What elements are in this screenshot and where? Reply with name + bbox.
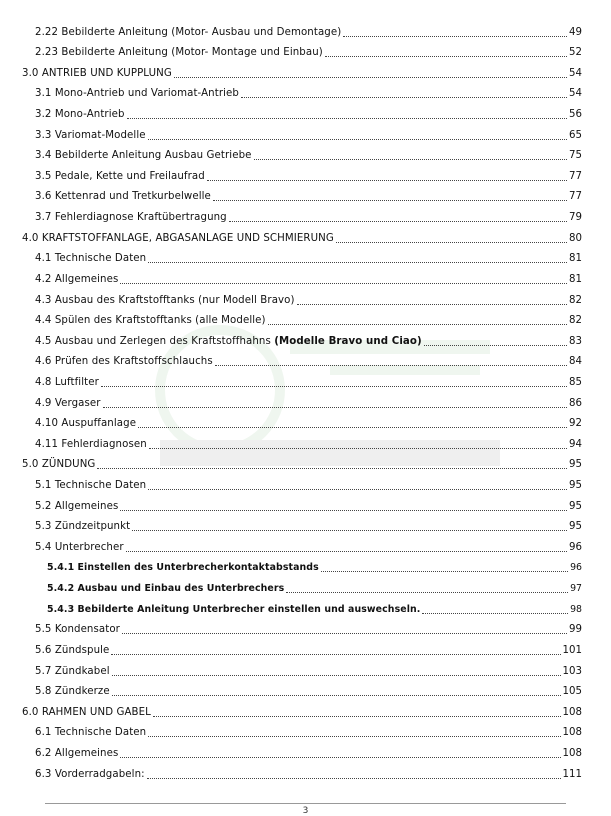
toc-entry-title: 3.1 Mono-Antrieb und Variomat-Antrieb xyxy=(35,88,239,100)
toc-entry-title: 5.5 Kondensator xyxy=(35,624,120,636)
toc-leader-dots xyxy=(213,200,567,201)
toc-entry-label xyxy=(35,377,99,388)
toc-entry[interactable] xyxy=(0,104,611,125)
toc-entry-title: 5.4.3 Bebilderte Anleitung Unterbrecher einstellen und auswechseln. xyxy=(47,603,421,615)
toc-leader-dots xyxy=(132,530,567,531)
toc-entry-label xyxy=(35,356,213,367)
toc-page-number: 94 xyxy=(569,438,582,450)
toc-entry[interactable] xyxy=(0,146,611,167)
toc-leader-dots xyxy=(422,613,568,614)
toc-entry-title: 3.3 Variomat-Modelle xyxy=(35,129,146,141)
toc-entry-title: 6.0 RAHMEN UND GABEL xyxy=(22,706,151,718)
toc-entry[interactable] xyxy=(0,414,611,435)
toc-page-number: 95 xyxy=(569,480,582,492)
toc-entry-label xyxy=(47,604,420,615)
toc-leader-dots xyxy=(325,56,567,57)
toc-leader-dots xyxy=(101,386,567,387)
toc-page-number: 98 xyxy=(570,603,582,615)
toc-entry[interactable] xyxy=(0,517,611,538)
toc-entry[interactable] xyxy=(0,455,611,476)
toc-page-number: 108 xyxy=(562,706,582,718)
toc-leader-dots xyxy=(112,695,561,696)
toc-entry[interactable] xyxy=(0,434,611,455)
toc-entry[interactable] xyxy=(0,682,611,703)
toc-leader-dots xyxy=(127,118,567,119)
toc-entry-label xyxy=(35,212,227,223)
toc-entry[interactable] xyxy=(0,84,611,105)
toc-leader-dots xyxy=(254,159,567,160)
toc-page-number: 111 xyxy=(562,768,582,780)
toc-page-number: 97 xyxy=(570,583,582,595)
toc-page-number: 85 xyxy=(569,376,582,388)
toc-entry-label xyxy=(35,398,101,409)
toc-leader-dots xyxy=(111,654,561,655)
toc-entry-label xyxy=(35,727,146,738)
toc-leader-dots xyxy=(321,571,568,572)
toc-entry-title: 5.0 ZÜNDUNG xyxy=(22,459,96,471)
toc-page-number: 95 xyxy=(569,500,582,512)
toc-entry-label xyxy=(35,295,295,306)
toc-entry-label xyxy=(35,88,239,99)
toc-entry-title: 3.4 Bebilderte Anleitung Ausbau Getriebe xyxy=(35,150,252,162)
toc-page-number: 96 xyxy=(569,541,582,553)
toc-entry[interactable] xyxy=(0,702,611,723)
toc-entry[interactable] xyxy=(0,599,611,620)
toc-entry-title: 4.1 Technische Daten xyxy=(35,253,147,265)
toc-entry[interactable] xyxy=(0,249,611,270)
toc-page-number: 83 xyxy=(569,335,582,347)
footer-divider xyxy=(45,803,566,804)
toc-page-number: 54 xyxy=(569,88,582,100)
toc-entry[interactable] xyxy=(0,640,611,661)
toc-entry-title: 4.9 Vergaser xyxy=(35,397,101,409)
toc-entry[interactable] xyxy=(0,620,611,641)
toc-leader-dots xyxy=(103,407,567,408)
toc-entry[interactable] xyxy=(0,558,611,579)
toc-entry-title: 5.3 Zündzeitpunkt xyxy=(35,521,131,533)
toc-entry-label xyxy=(35,27,341,38)
toc-leader-dots xyxy=(424,345,567,346)
toc-leader-dots xyxy=(147,778,561,779)
toc-entry-title: 4.8 Luftfilter xyxy=(35,376,99,388)
toc-entry[interactable] xyxy=(0,537,611,558)
toc-leader-dots xyxy=(229,221,567,222)
toc-page-number: 49 xyxy=(569,26,582,38)
toc-entry[interactable] xyxy=(0,743,611,764)
toc-page-number: 95 xyxy=(569,521,582,533)
toc-page-number: 86 xyxy=(569,397,582,409)
toc-leader-dots xyxy=(120,283,567,284)
toc-entry[interactable] xyxy=(0,207,611,228)
toc-entry-title: 5.4 Unterbrecher xyxy=(35,541,124,553)
toc-page-number: 56 xyxy=(569,109,582,121)
toc-leader-dots xyxy=(286,592,568,593)
toc-entry[interactable] xyxy=(0,393,611,414)
toc-entry-label xyxy=(35,109,125,120)
toc-entry-label xyxy=(22,707,151,718)
toc-page-number: 65 xyxy=(569,129,582,141)
toc-entry-title: 3.2 Mono-Antrieb xyxy=(35,109,125,121)
toc-entry-title: 4.3 Ausbau des Kraftstofftanks (nur Modell Bravo) xyxy=(35,294,295,306)
toc-page-number: 108 xyxy=(562,747,582,759)
toc-entry[interactable] xyxy=(0,311,611,332)
toc-leader-dots xyxy=(297,304,567,305)
toc-entry[interactable] xyxy=(0,290,611,311)
toc-entry-label xyxy=(47,562,319,573)
page-number: 3 xyxy=(302,806,309,816)
toc-page-number: 84 xyxy=(569,356,582,368)
toc-entry-title: 5.4.2 Ausbau und Einbau des Unterbrechers xyxy=(47,583,285,595)
toc-leader-dots xyxy=(215,365,567,366)
toc-page-number: 52 xyxy=(569,47,582,59)
toc-page-number: 80 xyxy=(569,232,582,244)
toc-page-number: 95 xyxy=(569,459,582,471)
toc-entry[interactable] xyxy=(0,187,611,208)
toc-entry-title: 5.2 Allgemeines xyxy=(35,500,119,512)
toc-entry-title: 2.22 Bebilderte Anleitung (Motor- Ausbau und Demontage) xyxy=(35,26,342,38)
toc-entry-label xyxy=(35,439,147,450)
toc-entry[interactable] xyxy=(0,578,611,599)
toc-page-number: 99 xyxy=(569,624,582,636)
toc-leader-dots xyxy=(336,242,567,243)
toc-entry-title: 6.3 Vorderradgabeln: xyxy=(35,768,145,780)
toc-entry-label xyxy=(35,624,120,635)
toc-entry[interactable] xyxy=(0,475,611,496)
toc-page-number: 103 xyxy=(562,665,582,677)
toc-entry[interactable] xyxy=(0,63,611,84)
toc-leader-dots xyxy=(268,324,567,325)
toc-entry-title: 5.7 Zündkabel xyxy=(35,665,110,677)
toc-entry[interactable] xyxy=(0,22,611,43)
toc-entry-title: 4.5 Ausbau und Zerlegen des Kraftstoffhahns xyxy=(35,335,275,347)
toc-page-number: 75 xyxy=(569,150,582,162)
toc-entry-label xyxy=(35,666,110,677)
toc-entry-label xyxy=(35,130,146,141)
toc-entry-label xyxy=(47,583,284,594)
toc-entry-label xyxy=(35,191,211,202)
toc-entry[interactable] xyxy=(0,125,611,146)
toc-entry-label xyxy=(22,233,334,244)
toc-entry[interactable] xyxy=(0,496,611,517)
toc-entry-title: 6.1 Technische Daten xyxy=(35,727,147,739)
toc-entry-title: 5.8 Zündkerze xyxy=(35,686,110,698)
toc-entry-title: 4.6 Prüfen des Kraftstoffschlauchs xyxy=(35,356,213,368)
toc-page-number: 81 xyxy=(569,253,582,265)
toc-entry-label xyxy=(35,47,323,58)
toc-leader-dots xyxy=(241,97,567,98)
toc-entry[interactable] xyxy=(0,661,611,682)
toc-entry-label xyxy=(35,171,205,182)
toc-leader-dots xyxy=(148,489,567,490)
toc-entry[interactable] xyxy=(0,269,611,290)
toc-leader-dots xyxy=(149,448,567,449)
toc-entry[interactable] xyxy=(0,723,611,744)
toc-entry[interactable] xyxy=(0,166,611,187)
toc-leader-dots xyxy=(122,633,567,634)
toc-entry-label xyxy=(35,501,118,512)
toc-leader-dots xyxy=(120,510,567,511)
toc-page-number: 92 xyxy=(569,418,582,430)
toc-entry[interactable] xyxy=(0,764,611,785)
toc-leader-dots xyxy=(120,757,561,758)
toc-leader-dots xyxy=(148,139,567,140)
toc-entry-title: 4.0 KRAFTSTOFFANLAGE, ABGASANLAGE UND SCHMIERUNG xyxy=(22,232,334,244)
toc-page-number: 77 xyxy=(569,191,582,203)
toc-page-number: 79 xyxy=(569,212,582,224)
toc-leader-dots xyxy=(97,468,567,469)
toc-page-number: 101 xyxy=(562,644,582,656)
toc-entry-label xyxy=(35,253,146,264)
toc-page-number: 81 xyxy=(569,273,582,285)
toc-entry-title: 5.4.1 Einstellen des Unterbrecherkontaktabstands xyxy=(47,562,319,574)
toc-entry-title: 3.0 ANTRIEB UND KUPPLUNG xyxy=(22,67,172,79)
toc-leader-dots xyxy=(174,77,567,78)
toc-page-number: 54 xyxy=(569,67,582,79)
toc-entry-title: 3.6 Kettenrad und Tretkurbelwelle xyxy=(35,191,211,203)
toc-page-number: 105 xyxy=(562,686,582,698)
toc-page-number: 82 xyxy=(569,315,582,327)
toc-entry-title: 3.5 Pedale, Kette und Freilaufrad xyxy=(35,170,205,182)
toc-entry-label xyxy=(35,274,118,285)
toc-leader-dots xyxy=(153,716,561,717)
toc-leader-dots xyxy=(148,262,567,263)
toc-entry-label xyxy=(35,336,422,347)
toc-entry-title: 3.7 Fehlerdiagnose Kraftübertragung xyxy=(35,212,227,224)
toc-entry-title: 4.11 Fehlerdiagnosen xyxy=(35,438,147,450)
toc-entry-label xyxy=(22,459,95,470)
toc-leader-dots xyxy=(148,736,561,737)
toc-entry[interactable] xyxy=(0,331,611,352)
table-of-contents xyxy=(0,22,611,785)
toc-entry-title: 4.10 Auspuffanlage xyxy=(35,418,137,430)
toc-entry-label xyxy=(22,68,172,79)
toc-entry-label xyxy=(35,769,145,780)
toc-entry-title: 5.1 Technische Daten xyxy=(35,480,147,492)
toc-page-number: 96 xyxy=(570,562,582,574)
toc-page-number: 82 xyxy=(569,294,582,306)
toc-entry[interactable] xyxy=(0,228,611,249)
toc-entry-label xyxy=(35,418,136,429)
toc-leader-dots xyxy=(207,180,567,181)
toc-leader-dots xyxy=(138,427,567,428)
toc-entry-title: 5.6 Zündspule xyxy=(35,644,110,656)
toc-entry-bold-suffix: (Modelle Bravo und Ciao) xyxy=(274,335,422,347)
toc-leader-dots xyxy=(112,675,561,676)
toc-entry-label xyxy=(35,315,266,326)
toc-entry-title: 2.23 Bebilderte Anleitung (Motor- Montage und Einbau) xyxy=(35,47,323,59)
toc-entry-title: 4.4 Spülen des Kraftstofftanks (alle Modelle) xyxy=(35,315,266,327)
toc-entry[interactable] xyxy=(0,352,611,373)
toc-entry-title: 6.2 Allgemeines xyxy=(35,747,119,759)
toc-leader-dots xyxy=(126,551,567,552)
toc-entry-label xyxy=(35,748,118,759)
toc-entry[interactable] xyxy=(0,372,611,393)
toc-page-number: 108 xyxy=(562,727,582,739)
toc-entry-title: 4.2 Allgemeines xyxy=(35,273,119,285)
toc-entry-label xyxy=(35,150,252,161)
toc-entry[interactable] xyxy=(0,43,611,64)
toc-entry-label xyxy=(35,480,146,491)
toc-entry-label xyxy=(35,521,130,532)
toc-entry-label xyxy=(35,686,110,697)
toc-entry-label xyxy=(35,645,109,656)
toc-page-number: 77 xyxy=(569,170,582,182)
toc-entry-label xyxy=(35,542,124,553)
toc-leader-dots xyxy=(343,36,567,37)
